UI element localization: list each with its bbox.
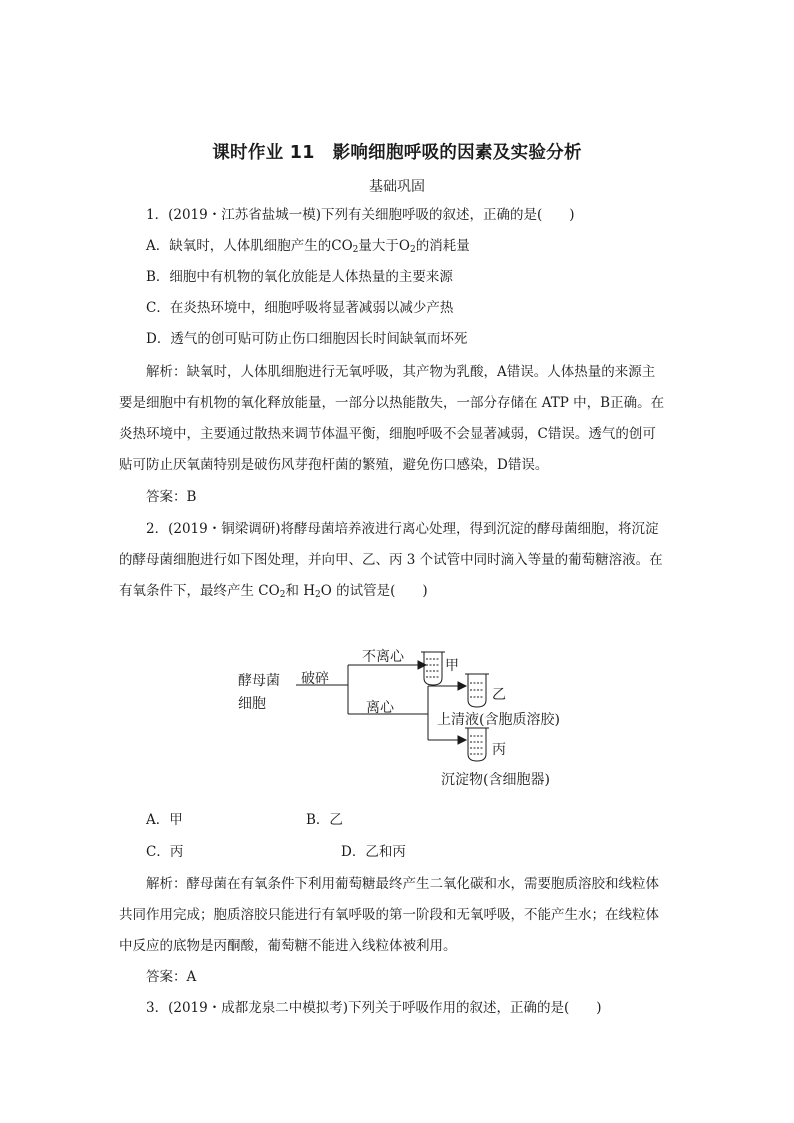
tube-bing-label: 丙	[492, 742, 506, 758]
test-tube-jia-icon	[421, 652, 445, 685]
diagram-centrifuge-label: 离心	[366, 700, 394, 716]
tube-jia-label: 甲	[445, 658, 459, 674]
section-heading: 基础巩固	[369, 179, 425, 195]
q1-analysis-line: 炎热环境中，主要通过散热来调节体温平衡，细胞呼吸不会显著减弱，C错误。透气的创可	[119, 426, 656, 442]
q2-stem-line: 的酵母菌细胞进行如下图处理，并向甲、乙、丙 3 个试管中同时滴入等量的葡萄糖溶液。在	[119, 552, 663, 568]
q2-analysis-line: 中反应的底物是丙酮酸，葡萄糖不能进入线粒体被利用。	[119, 938, 457, 954]
q2-stem-line: 2．(2019・铜梁调研)将酵母菌培养液进行离心处理，得到沉淀的酵母菌细胞，将沉淀	[146, 521, 659, 537]
supernatant-label: 上清液(含胞质溶胶)	[437, 712, 560, 728]
q2-option-a: A．甲	[146, 812, 183, 828]
q2-option-c: C．丙	[146, 844, 184, 860]
q1-stem: 1．(2019・江苏省盐城一模)下列有关细胞呼吸的叙述，正确的是( )	[146, 207, 575, 223]
q1-analysis-line: 贴可防止厌氧菌特别是破伤风芽孢杆菌的繁殖，避免伤口感染，D错误。	[119, 457, 549, 473]
sediment-label: 沉淀物(含细胞器)	[441, 772, 550, 788]
q1-option-a: A．缺氧时，人体肌细胞产生的$CO_2$量大于$O_2$的消耗量	[146, 238, 470, 255]
q2-option-b: B．乙	[306, 812, 343, 828]
q1-answer: 答案：B	[146, 489, 197, 505]
q1-option-c: C．在炎热环境中，细胞呼吸将显著减弱以减少产热	[146, 300, 454, 316]
q1-analysis-line: 解析：缺氧时，人体肌细胞进行无氧呼吸，其产物为乳酸，A错误。人体热量的来源主	[146, 364, 656, 380]
q2-analysis-line: 共同作用完成；胞质溶胶只能进行有氧呼吸的第一阶段和无氧呼吸，不能产生水；在线粒体	[119, 907, 659, 923]
q2-answer: 答案：A	[146, 969, 197, 985]
q2-stem-line: 有氧条件下，最终产生 $CO_2$和 $H_2O$ 的试管是( )	[119, 583, 428, 600]
tube-yi-label: 乙	[492, 687, 506, 703]
test-tube-bing-icon	[465, 728, 489, 761]
page-title: 课时作业 11 影响细胞呼吸的因素及实验分析	[212, 143, 582, 163]
q1-option-b: B．细胞中有机物的氧化放能是人体热量的主要来源	[146, 269, 453, 285]
experiment-diagram	[230, 642, 570, 792]
diagram-no-centrifuge-label: 不离心	[362, 649, 404, 665]
test-tube-yi-icon	[465, 674, 489, 707]
q1-analysis-line: 要是细胞中有机物的氧化释放能量，一部分以热能散失，一部分存储在 ATP 中，B正确。在	[119, 395, 665, 411]
diagram-crush-label: 破碎	[301, 671, 329, 687]
q2-option-d: D．乙和丙	[341, 844, 406, 860]
diagram-source-label: 酵母菌	[238, 673, 280, 689]
diagram-source-label: 细胞	[238, 696, 266, 712]
q3-stem: 3．(2019・成都龙泉二中模拟考)下列关于呼吸作用的叙述，正确的是( )	[146, 1000, 602, 1016]
q1-option-d: D．透气的创可贴可防止伤口细胞因长时间缺氧而坏死	[146, 331, 468, 347]
q2-analysis-line: 解析：酵母菌在有氧条件下利用葡萄糖最终产生二氧化碳和水，需要胞质溶胶和线粒体	[146, 876, 659, 892]
